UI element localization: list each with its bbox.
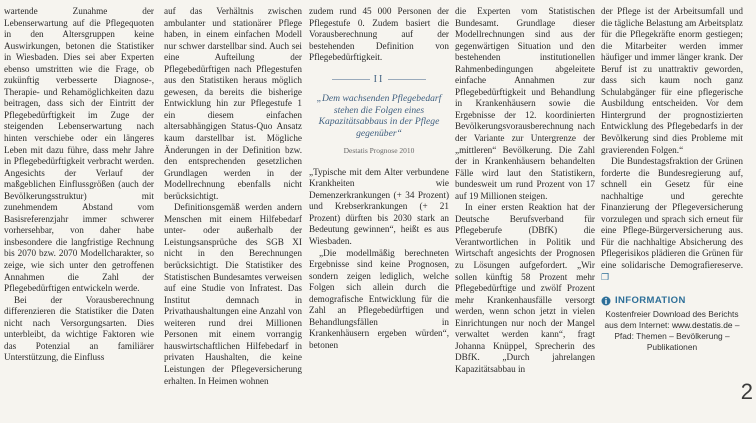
paragraph: der Pflege ist der Arbeitsumfall und die tägliche Belastung am Arbeitsplatz für die Pflegekräfte enorm gestiegen; die Mitarbeiter werden immer häufiger und immer länger krank. Der Beruf ist zu unattraktiv geworden, dass sich kaum noch ganz Schulabgänger für eine pflegerische Ausbildung entscheiden. Vor dem Hintergrund der prognostizierten Entwicklung des Pflegebedarfs in der Bevölkerung sind dies Probleme mit gravierenden Folgen.“ [601,6,743,155]
info-heading [601,295,743,307]
info-path: – Pfad: Themen – Bevölkerung – Publikationen [614,319,740,352]
page-number: 2 [740,379,753,404]
info-title: INFORMATION [615,295,686,307]
paragraph: In einer ersten Reaktion hat der Deutsche Berufsverband für Pflegeberufe (DBfK) die Verantwortlichen in Politik und Wirtschaft angesichts der Prognosen zu Lösungen aufgefordert. „Wir sollen künftig 58 Prozent mehr Pflegebedürftige und zwölf Prozent mehr Krankenhausfälle versorgt werden, wenn schon jetzt in vielen Einrichtungen nur noch der Mangel verwaltet werden kann“, fragt Johanna Knüppel, Sprecherin des DBfK. „Durch jahrelangen Kapazitätsabbau in [455,202,595,374]
paragraph [601,156,743,283]
info-box [601,295,743,353]
paragraph: Bei der Vorausberechnung differenzieren die Statistiker die Daten nicht nach Versorgungsarten. Dies unterbleibt, da wichtige Faktoren wie das Potenzial an familiärer Unterstützung, die Einfluss [4,294,154,363]
paragraph: Definitionsgemäß werden andern Menschen mit einem Hilfebedarf unter- oder außerhalb der Leistungsansprüche des SGB XI nicht in den Berechnungen berücksichtigt. Die Statistiker des Statistischen Bundesamtes verweisen auf eine Studie von Infratest. Das Institut demnach in Privathaushaltungen eine Anzahl von weiteren rund drei Millionen Personen mit einem vorrangig hauswirtschaftlichen Hilfebedarf in privaten Haushalten, die keine Leistungen der Pflegeversicherung erhalten. In Heimen wohnen [164,202,302,386]
info-text: Kostenfreier Download des Berichts aus dem Internet: [604,308,739,330]
paragraph: die Experten vom Statistischen Bundesamt. Grundlage dieser Modellrechnungen sind aus der gegenwärtigen Situation und den bestehenden institutionellen Rahmenbedingungen abgeleitete einfache Annahmen zur Pflegebedürftigkeit und Behandlung in Krankenhäusern sowie die Ergebnisse der 12. koordinierten Bevölkerungsvorausberechnung nach der Variante zur Untergrenze der „mittleren“ Bevölkerung. Die Zahl der in Krankenhäusern behandelten Fälle wird laut den Statistikern, bundesweit um rund Prozent von 17 auf 19 Millionen steigen. [455,6,595,201]
paragraph-text: Die Bundestagsfraktion der Grünen forderte die Bundesregierung auf, schnell ein Gesetz für eine nachhaltige und gerechte Finanzierung der Pflegeversicherung vorzulegen und sprach sich erneut für eine Pflege-Bürgerversicherung aus. Für die nachhaltige Absicherung des Pflegerisikos plädieren die Grünen für eine solidarische Demografiereserve. [601,156,743,271]
pull-quote-text: „Dem wachsenden Pflegebedarf stehen die Folgen eines Kapazitätsabbaus in der Pflege gegenüber“ [316,93,442,139]
pull-quote [313,74,445,157]
article-end-icon: ❐ [601,271,610,282]
text-column-5 [601,6,743,423]
paragraph: zudem rund 45 000 Personen der Pflegestufe 0. Zudem basiert die Vorausberechnung auf der bestehenden Definition von Pflegebedürftigkeit. [309,6,449,63]
destatis-link[interactable]: www.destatis.de [672,319,733,330]
info-body [601,309,743,353]
text-column-1 [4,6,154,423]
paragraph: „Typische mit dem Alter verbundene Krankheiten wie Demenzerkrankungen (+ 34 Prozent) und Krebserkrankungen (+ 21 Prozent) dürften bis 2030 stark an Bedeutung gewinnen“, heißt es aus Wiesbaden. [309,166,449,247]
paragraph: wartende Zunahme der Lebenserwartung auf die Pflegequoten in den Altersgruppen keine Auswirkungen, betonen die Statistiker in Wiesbaden. Dies sei aber Experten ebenso umstritten wie die Frage, ob zukünftig verbesserte Diagnose-, Therapie- und Rehamöglichkeiten dazu beitragen, dass sich der Eintritt der Pflegebedürftigkeit im Zuge der steigenden Lebenserwartung nach hinten verschiebe oder ein längeres Leben mit dazu führe, dass mehr Jahre in Pflegebedürftigkeit verbracht werden. Angesichts der Verlauf der maßgeblichen Einflussgrößen (auch der Bevölkerungsstruktur) mit zunehmendem Abstand vom Basisreferenzjahr immer schwerer vorhersehbar, von daher habe insbesondere die langfristige Rechnung bis 2070 bzw. 2070 Modellcharakter, so zeige, wie sich unter den getroffenen Annahmen die Zahl der Pflegebedürftigen entwickeln werde. [4,6,154,294]
pull-quote-source: Destatis Prognose 2010 [343,146,415,156]
quote-divider-icon: II [313,74,445,86]
paragraph: auf das Verhältnis zwischen ambulanter und stationärer Pflege haben, in einem einfachen Modell nur schwer darstellbar sind. Auch sei eine Aufteilung der Pflegebedürftigen nach Pflegestufen aus den Statistiken heraus möglich gewesen, da bereits die bisherige Entwicklung hin zur Pflegestufe 1 ein diesem einfachen altersabhängigen Status-Quo Ansatz kaum darstellbar ist. Mögliche Änderungen in der Definition bzw. den entsprechenden gesetzlichen Grundlagen werden in der Modellrechnung ebenfalls nicht berücksichtigt. [164,6,302,201]
info-icon [601,296,611,306]
text-column-2 [164,6,302,423]
text-column-4 [455,6,595,423]
paragraph: „Die modellmäßig berechneten Ergebnisse sind keine Prognosen, sondern zeigen lediglich, welche Folgen sich allein durch die demografische Entwicklung für die Zahl an Pflegebedürftigen und Behandlungsfällen in Krankenhäusern ergeben würden“, betonen [309,247,449,350]
text-column-3 [309,6,449,423]
